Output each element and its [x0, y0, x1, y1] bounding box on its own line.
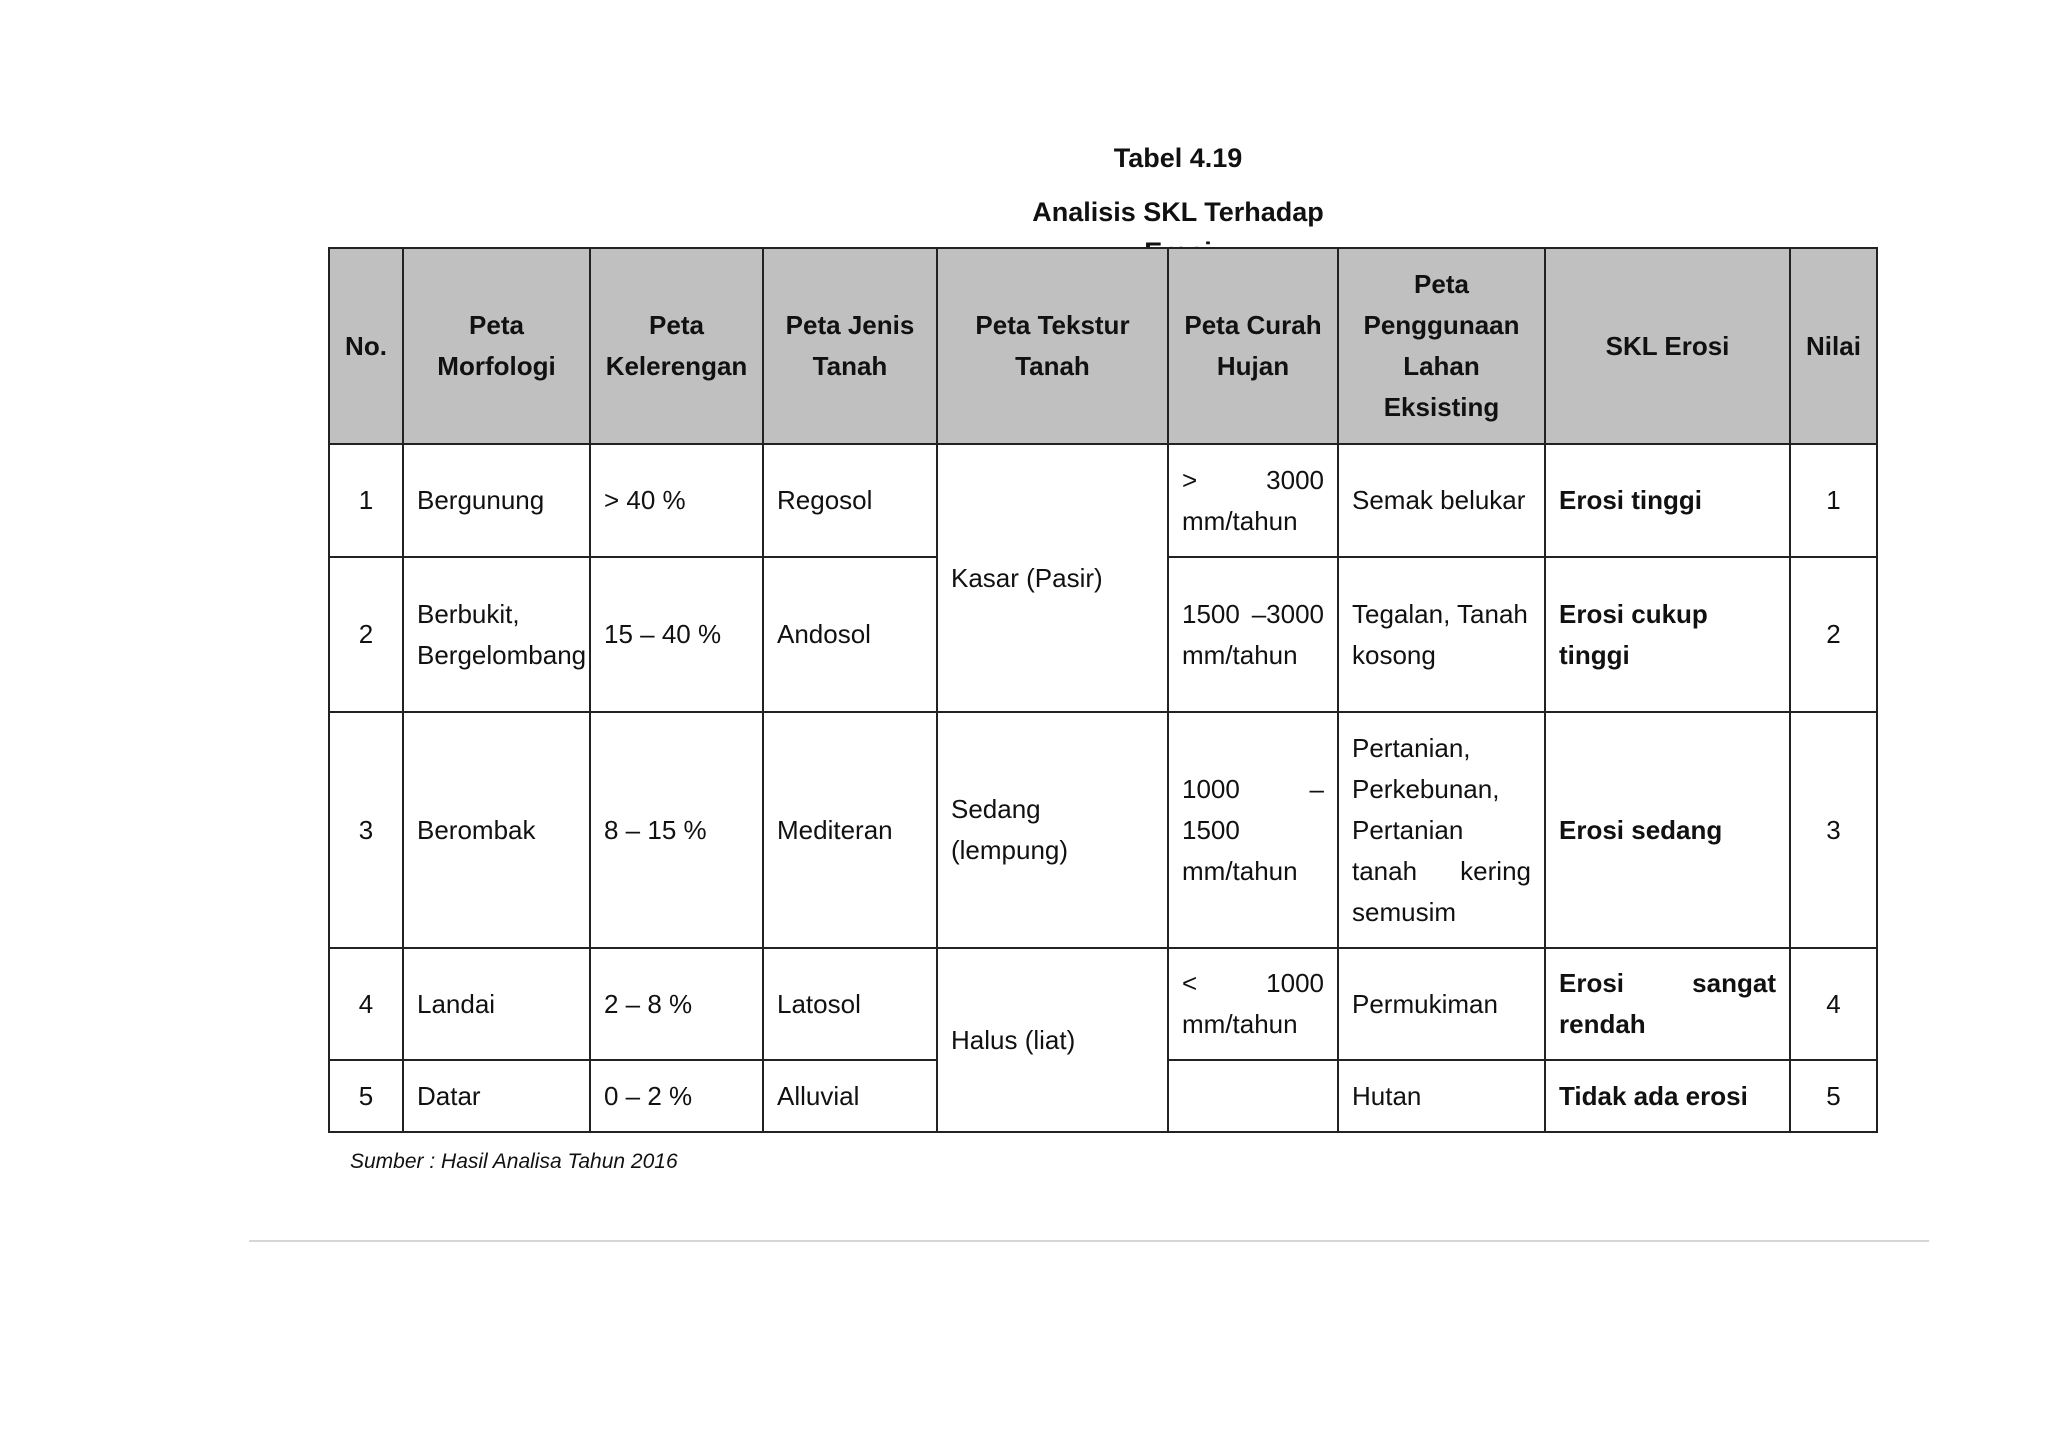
cell-jenis-tanah: Latosol — [763, 948, 937, 1060]
cell-no: 2 — [329, 557, 403, 712]
cell-tekstur-tanah: Kasar (Pasir) — [937, 444, 1168, 712]
cell-no: 1 — [329, 444, 403, 557]
table-title: Analisis SKL Terhadap — [1032, 197, 1324, 227]
table-row — [329, 444, 1877, 557]
cell-nilai: 1 — [1790, 444, 1877, 557]
cell-tekstur-tanah: Halus (liat) — [937, 948, 1168, 1132]
cell-penggunaan-lahan: Permukiman — [1338, 948, 1545, 1060]
cell-morfologi: Landai — [403, 948, 590, 1060]
cell-penggunaan-lahan: Semak belukar — [1338, 444, 1545, 557]
cell-skl-erosi: Erosi sedang — [1545, 712, 1790, 948]
cell-morfologi: Datar — [403, 1060, 590, 1132]
skl-erosion-table — [328, 247, 1878, 1133]
cell-penggunaan-lahan: Pertanian, Perkebunan, Pertanian tanah kering semusim — [1338, 712, 1545, 948]
cell-skl-erosi: Tidak ada erosi — [1545, 1060, 1790, 1132]
source-note: Sumber : Hasil Analisa Tahun 2016 — [350, 1150, 678, 1173]
cell-kelerengan: 0 – 2 % — [590, 1060, 763, 1132]
header-skl-erosi: SKL Erosi — [1545, 248, 1790, 444]
cell-nilai: 2 — [1790, 557, 1877, 712]
cell-curah-hujan: 1500 –3000 mm/tahun — [1168, 557, 1338, 712]
header-nilai: Nilai — [1790, 248, 1877, 444]
cell-jenis-tanah: Mediteran — [763, 712, 937, 948]
table-row — [329, 948, 1877, 1060]
cell-morfologi: Berbukit, Bergelombang — [403, 557, 590, 712]
cell-jenis-tanah: Regosol — [763, 444, 937, 557]
header-no: No. — [329, 248, 403, 444]
cell-tekstur-tanah: Sedang (lempung) — [937, 712, 1168, 948]
cell-no: 5 — [329, 1060, 403, 1132]
cell-curah-hujan: 1000 – 1500 mm/tahun — [1168, 712, 1338, 948]
cell-penggunaan-lahan: Hutan — [1338, 1060, 1545, 1132]
cell-morfologi: Berombak — [403, 712, 590, 948]
cell-morfologi: Bergunung — [403, 444, 590, 557]
header-kelerengan: Peta Kelerengan — [590, 248, 763, 444]
header-penggunaan-lahan: Peta Penggunaan Lahan Eksisting — [1338, 248, 1545, 444]
header-jenis-tanah: Peta Jenis Tanah — [763, 248, 937, 444]
cell-curah-hujan — [1168, 1060, 1338, 1132]
cell-nilai: 5 — [1790, 1060, 1877, 1132]
cell-jenis-tanah: Andosol — [763, 557, 937, 712]
cell-no: 3 — [329, 712, 403, 948]
cell-curah-hujan: < 1000 mm/tahun — [1168, 948, 1338, 1060]
cell-kelerengan: 15 – 40 % — [590, 557, 763, 712]
cell-skl-erosi: Erosi sangat rendah — [1545, 948, 1790, 1060]
table-number: Tabel 4.19 — [1113, 143, 1243, 173]
cell-skl-erosi: Erosi tinggi — [1545, 444, 1790, 557]
header-morfologi: Peta Morfologi — [403, 248, 590, 444]
header-tekstur-tanah: Peta Tekstur Tanah — [937, 248, 1168, 444]
footer-divider — [249, 1240, 1929, 1242]
cell-skl-erosi: Erosi cukup tinggi — [1545, 557, 1790, 712]
cell-kelerengan: 8 – 15 % — [590, 712, 763, 948]
cell-kelerengan: > 40 % — [590, 444, 763, 557]
cell-jenis-tanah: Alluvial — [763, 1060, 937, 1132]
header-curah-hujan: Peta Curah Hujan — [1168, 248, 1338, 444]
cell-penggunaan-lahan: Tegalan, Tanah kosong — [1338, 557, 1545, 712]
cell-kelerengan: 2 – 8 % — [590, 948, 763, 1060]
cell-no: 4 — [329, 948, 403, 1060]
cell-curah-hujan: > 3000 mm/tahun — [1168, 444, 1338, 557]
cell-nilai: 3 — [1790, 712, 1877, 948]
table-row — [329, 712, 1877, 948]
cell-nilai: 4 — [1790, 948, 1877, 1060]
header-row — [329, 248, 1877, 444]
